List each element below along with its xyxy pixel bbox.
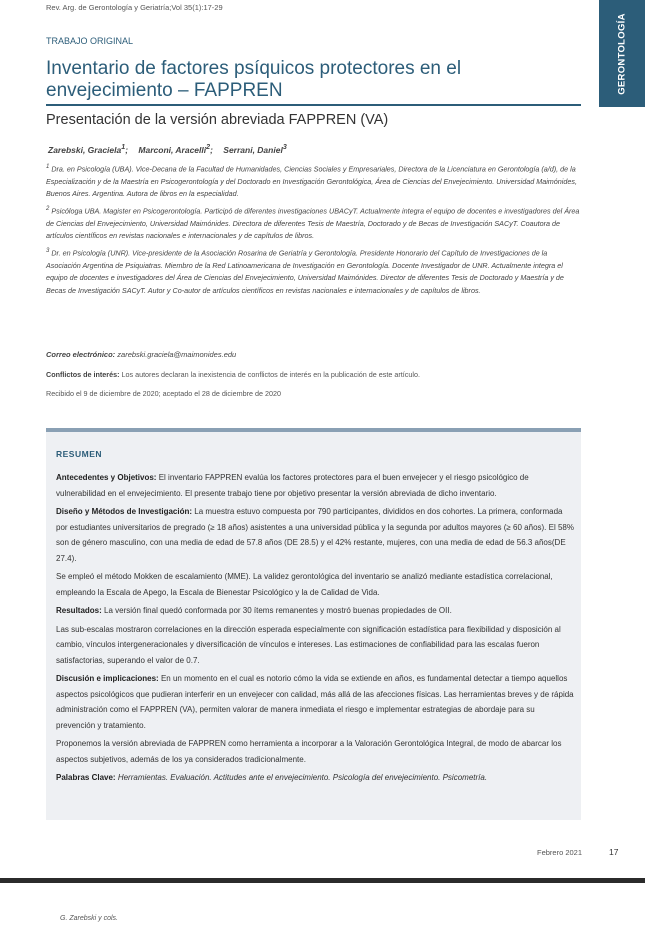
abstract-box	[46, 428, 581, 820]
affiliation-number: 3	[46, 247, 50, 254]
page-bottom-rule	[0, 878, 645, 883]
conflict-text: Los autores declaran la inexistencia de conflictos de interés en la publicación de este artículo.	[121, 370, 420, 379]
affiliations	[46, 161, 581, 299]
abstract-paragraph	[56, 671, 574, 733]
keywords-paragraph	[56, 770, 574, 786]
author-affiliation-mark: 3	[282, 143, 287, 151]
affiliation-number: 2	[46, 205, 50, 212]
author-name: Marconi, Aracelli	[138, 144, 207, 155]
abstract-paragraph	[56, 736, 574, 767]
abstract-section-text: La muestra estuvo compuesta por 790 participantes, divididos en dos cohortes. La primera, conformada por estudiantes universitarios de pregrado (≥ 18 años) asistentes a una universidad pública y la segunda por adultos mayores (≥ 60 años). El 58% son de género masculino, con una media de edad de 57.8 años (DE 28.5) y el 42% restante, mujeres, con una media de edad de 56.3 años(DE 27.4).	[56, 507, 574, 563]
author-list: Zarebski, Graciela$^1$; Marconi, Aracelli$^2$; Serrani, Daniel$^3$	[48, 143, 287, 155]
abstract-section-text: La versión final quedó conformada por 30 ítems remanentes y mostró buenas propiedades de OII.	[104, 606, 452, 615]
affiliation-item	[46, 203, 581, 243]
abstract-section-head: Antecedentes y Objetivos:	[56, 473, 157, 482]
affiliation-item	[46, 245, 581, 297]
journal-reference: Rev. Arg. de Gerontología y Geriatría;Vol 35(1):17-29	[46, 3, 223, 12]
article-subtitle: Presentación de la versión abreviada FAPPREN (VA)	[46, 112, 389, 128]
author-name: Serrani, Daniel	[223, 144, 283, 155]
section-side-tab	[599, 0, 645, 107]
article-title: Inventario de factores psíquicos protectores en el envejecimiento – FAPPREN	[46, 58, 462, 101]
abstract-paragraph	[56, 504, 574, 566]
page-number: 17	[609, 847, 619, 857]
conflict-of-interest	[46, 370, 420, 379]
title-divider	[46, 104, 581, 106]
correspondence-email	[46, 350, 236, 359]
affiliation-text: Dra. en Psicología (UBA). Vice-Decana de la Facultad de Humanidades, Ciencias Sociales y Empresariales, Directora de la Licenciatura en Gerontología (a/d), de la Especialización y de la Maestría en Psicogerontología y del Doctorado en Investigación Gerontológica, Área de Ciencias del Envejecimiento. Universidad Maimónides, Buenos Aires. Argentina. Autora de libros en la especialidad.	[46, 164, 577, 199]
abstract-section-text: Las sub-escalas mostraron correlaciones en la dirección esperada especialmente con significación estadística para flexibilidad y disposición al cambio, vínculos intergeneracionales y diversificación de vínculos e intereses. Las estimaciones de confiabilidad para las escalas fueron satisfactorias, superando el valor de 0.7.	[56, 624, 561, 665]
abstract-section-head: Diseño y Métodos de Investigación:	[56, 507, 193, 516]
received-accepted-dates: Recibido el 9 de diciembre de 2020; aceptado el 28 de diciembre de 2020	[46, 389, 281, 398]
abstract-body	[56, 470, 574, 789]
author-affiliation-mark: 2	[206, 143, 211, 151]
affiliation-number: 1	[46, 164, 50, 170]
abstract-section-text: El inventario FAPPREN evalúa los factores protectores para el buen envejecer y el riesgo psicológico de vulnerabilidad en el envejecimiento. El presente trabajo tiene por objetivo presentar la versión abreviada de dicho inventario.	[56, 473, 529, 498]
conflict-label: Conflictos de interés:	[46, 370, 120, 379]
side-tab-label: GERONTOLOGÍA	[616, 12, 628, 95]
affiliation-text: Psicóloga UBA. Magister en Psicogerontología. Participó de diferentes investigaciones UBACyT. Actualmente integra el equipo de docentes e investigadores del Área de Ciencias del Envejecimiento, Universidad Maimónides. Directora de diferentes Tesis de Maestría, Doctorado y de Becas de Investigación SACyT. Coautora de artículos científicos en revistas nacionales e internacionales y de capítulos de libros.	[46, 206, 580, 241]
abstract-section-text: En un momento en el cual es notorio cómo la vida se extiende en años, es fundamental detectar a tiempo aquellos aspectos psicológicos que pudieran interferir en un envejecer con calidad, más allá de las afecciones físicas. Las herramientas breves y de rápida administración como el FAPPREN (VA), permiten valorar de manera inmediata el riesgo e implementar estrategias de abordaje para su prevención y tratamiento.	[56, 674, 574, 730]
email-label: Correo electrónico:	[46, 350, 116, 359]
abstract-paragraph	[56, 470, 574, 501]
email-link[interactable]: zarebski.graciela@maimonides.edu	[117, 350, 237, 359]
abstract-section-head: Resultados:	[56, 606, 102, 615]
running-head: G. Zarebski y cols.	[60, 915, 118, 922]
abstract-paragraph	[56, 569, 574, 600]
abstract-section-head: Discusión e implicaciones:	[56, 674, 159, 683]
affiliation-item	[46, 161, 581, 201]
article-type-label: TRABAJO ORIGINAL	[46, 36, 134, 46]
author-name: Zarebski, Graciela	[48, 144, 122, 155]
abstract-paragraph	[56, 622, 574, 669]
author-affiliation-mark: 1	[121, 143, 126, 151]
abstract-section-text: Se empleó el método Mokken de escalamiento (MME). La validez gerontológica del inventario se analizó mediante estadística correlacional, empleando la Escala de Apego, la Escala de Bienestar Psicológico y la de Calidad de Vida.	[56, 572, 553, 597]
abstract-heading: RESUMEN	[56, 449, 103, 459]
keywords-label: Palabras Clave:	[56, 773, 116, 782]
keywords-text: Herramientas. Evaluación. Actitudes ante el envejecimiento. Psicología del envejecimiento. Psicometría.	[117, 773, 488, 782]
footer-date: Febrero 2021	[537, 848, 583, 857]
abstract-paragraph	[56, 603, 574, 619]
abstract-section-text: Proponemos la versión abreviada de FAPPREN como herramienta a incorporar a la Valoración Gerontológica Integral, de modo de abarcar los aspectos subjetivos, además de los ya considerados tradicionalmente.	[56, 739, 562, 764]
affiliation-text: Dr. en Psicología (UNR). Vice-presidente de la Asociación Rosarina de Geriatría y Gerontología. Presidente Honorario del Capítulo de Investigaciones de la Asociación Argentina de Psiquiatras. Miembro de la Red Latinoamericana de Investigación en Gerontología. Docente Investigador de UNR. Actualmente integra el equipo de docentes e investigadores del Área de Ciencias del Envejecimiento, Universidad Maimónides. Director de diferentes Tesis de Doctorado y Maestría y de Becas de Investigación SACyT. Autor y Co-autor de artículos científicos en revistas nacionales e internacionales y de capítulos de libros.	[46, 248, 564, 295]
abstract-top-bar	[46, 428, 581, 432]
